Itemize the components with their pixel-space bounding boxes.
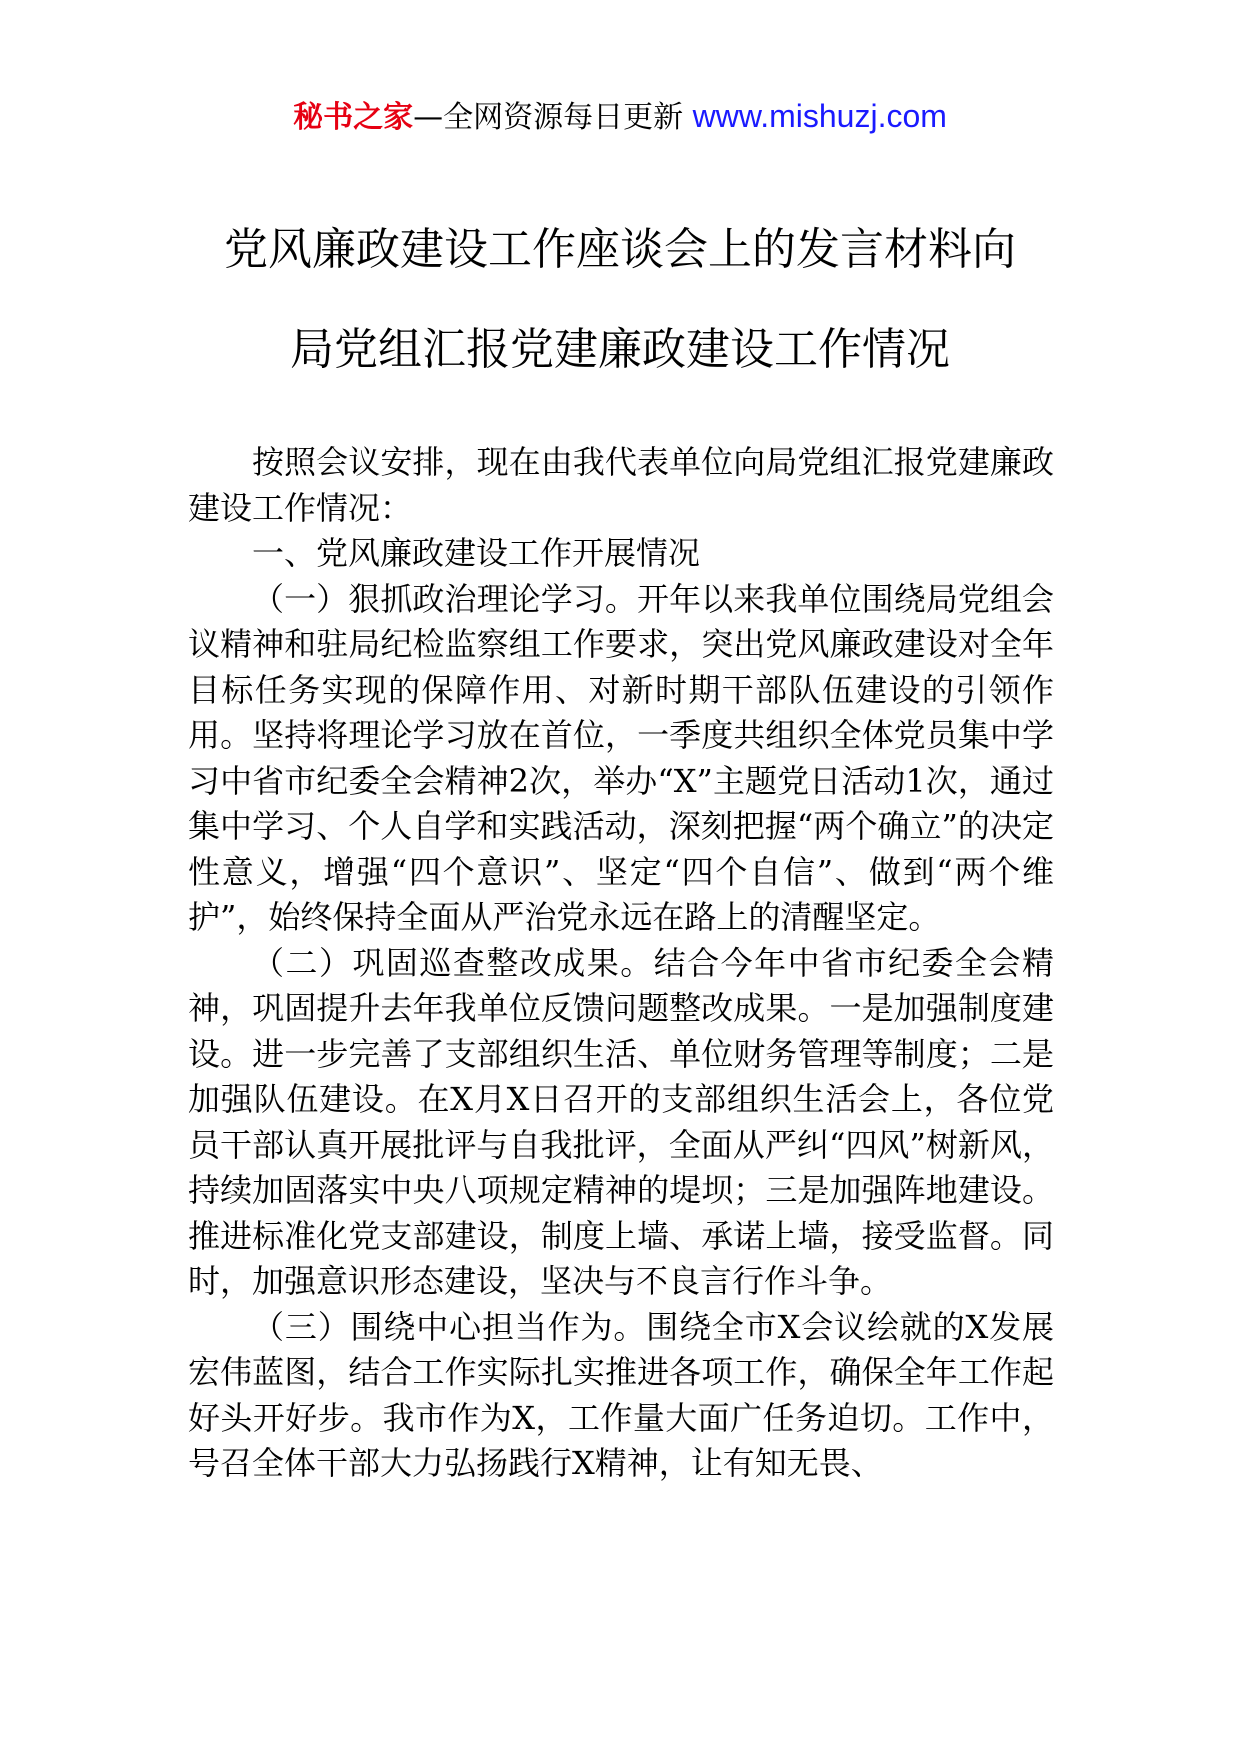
site-url-link[interactable]: www.mishuzj.com	[692, 98, 947, 134]
document-title-line-1: 党风廉政建设工作座谈会上的发言材料向	[224, 224, 1016, 275]
document-body	[188, 440, 1054, 1487]
site-header	[0, 96, 1240, 138]
document-title-line-2: 局党组汇报党建廉政建设工作情况	[290, 324, 950, 375]
intro-paragraph: 按照会议安排，现在由我代表单位向局党组汇报党建廉政建设工作情况：	[188, 443, 1054, 527]
site-slogan: —全网资源每日更新	[413, 100, 684, 135]
site-brand: 秘书之家	[293, 100, 414, 135]
paragraph-rectification: （二）巩固巡查整改成果。结合今年中省市纪委全会精神，巩固提升去年我单位反馈问题整改成果。一是加强制度建设。进一步完善了支部组织生活、单位财务管理等制度；二是加强队伍建设。在X月X日召开的支部组织生活会上，各位党员干部认真开展批评与自我批评，全面从严纠“四风”树新风，持续加固落实中央八项规定精神的堤坝；三是加强阵地建设。推进标准化党支部建设，制度上墙、承诺上墙，接受监督。同时，加强意识形态建设，坚决与不良言行作斗争。	[188, 943, 1054, 1300]
paragraph-political-study: （一）狠抓政治理论学习。开年以来我单位围绕局党组会议精神和驻局纪检监察组工作要求，突出党风廉政建设对全年目标任务实现的保障作用、对新时期干部队伍建设的引领作用。坚持将理论学习放在首位，一季度共组织全体党员集中学习中省市纪委全会精神2次，举办“X”主题党日活动1次，通过集中学习、个人自学和实践活动，深刻把握“两个确立”的决定性意义，增强“四个意识”、坚定“四个自信”、做到“两个维护”，始终保持全面从严治党永远在路上的清醒坚定。	[188, 579, 1054, 936]
section-heading-1: 一、党风廉政建设工作开展情况	[252, 534, 701, 572]
paragraph-central-work: （三）围绕中心担当作为。围绕全市X会议绘就的X发展宏伟蓝图，结合工作实际扎实推进各项工作，确保全年工作起好头开好步。我市作为X，工作量大面广任务迫切。工作中，号召全体干部大力弘扬践行X精神，让有知无畏、	[188, 1307, 1054, 1482]
document-title	[0, 200, 1240, 400]
